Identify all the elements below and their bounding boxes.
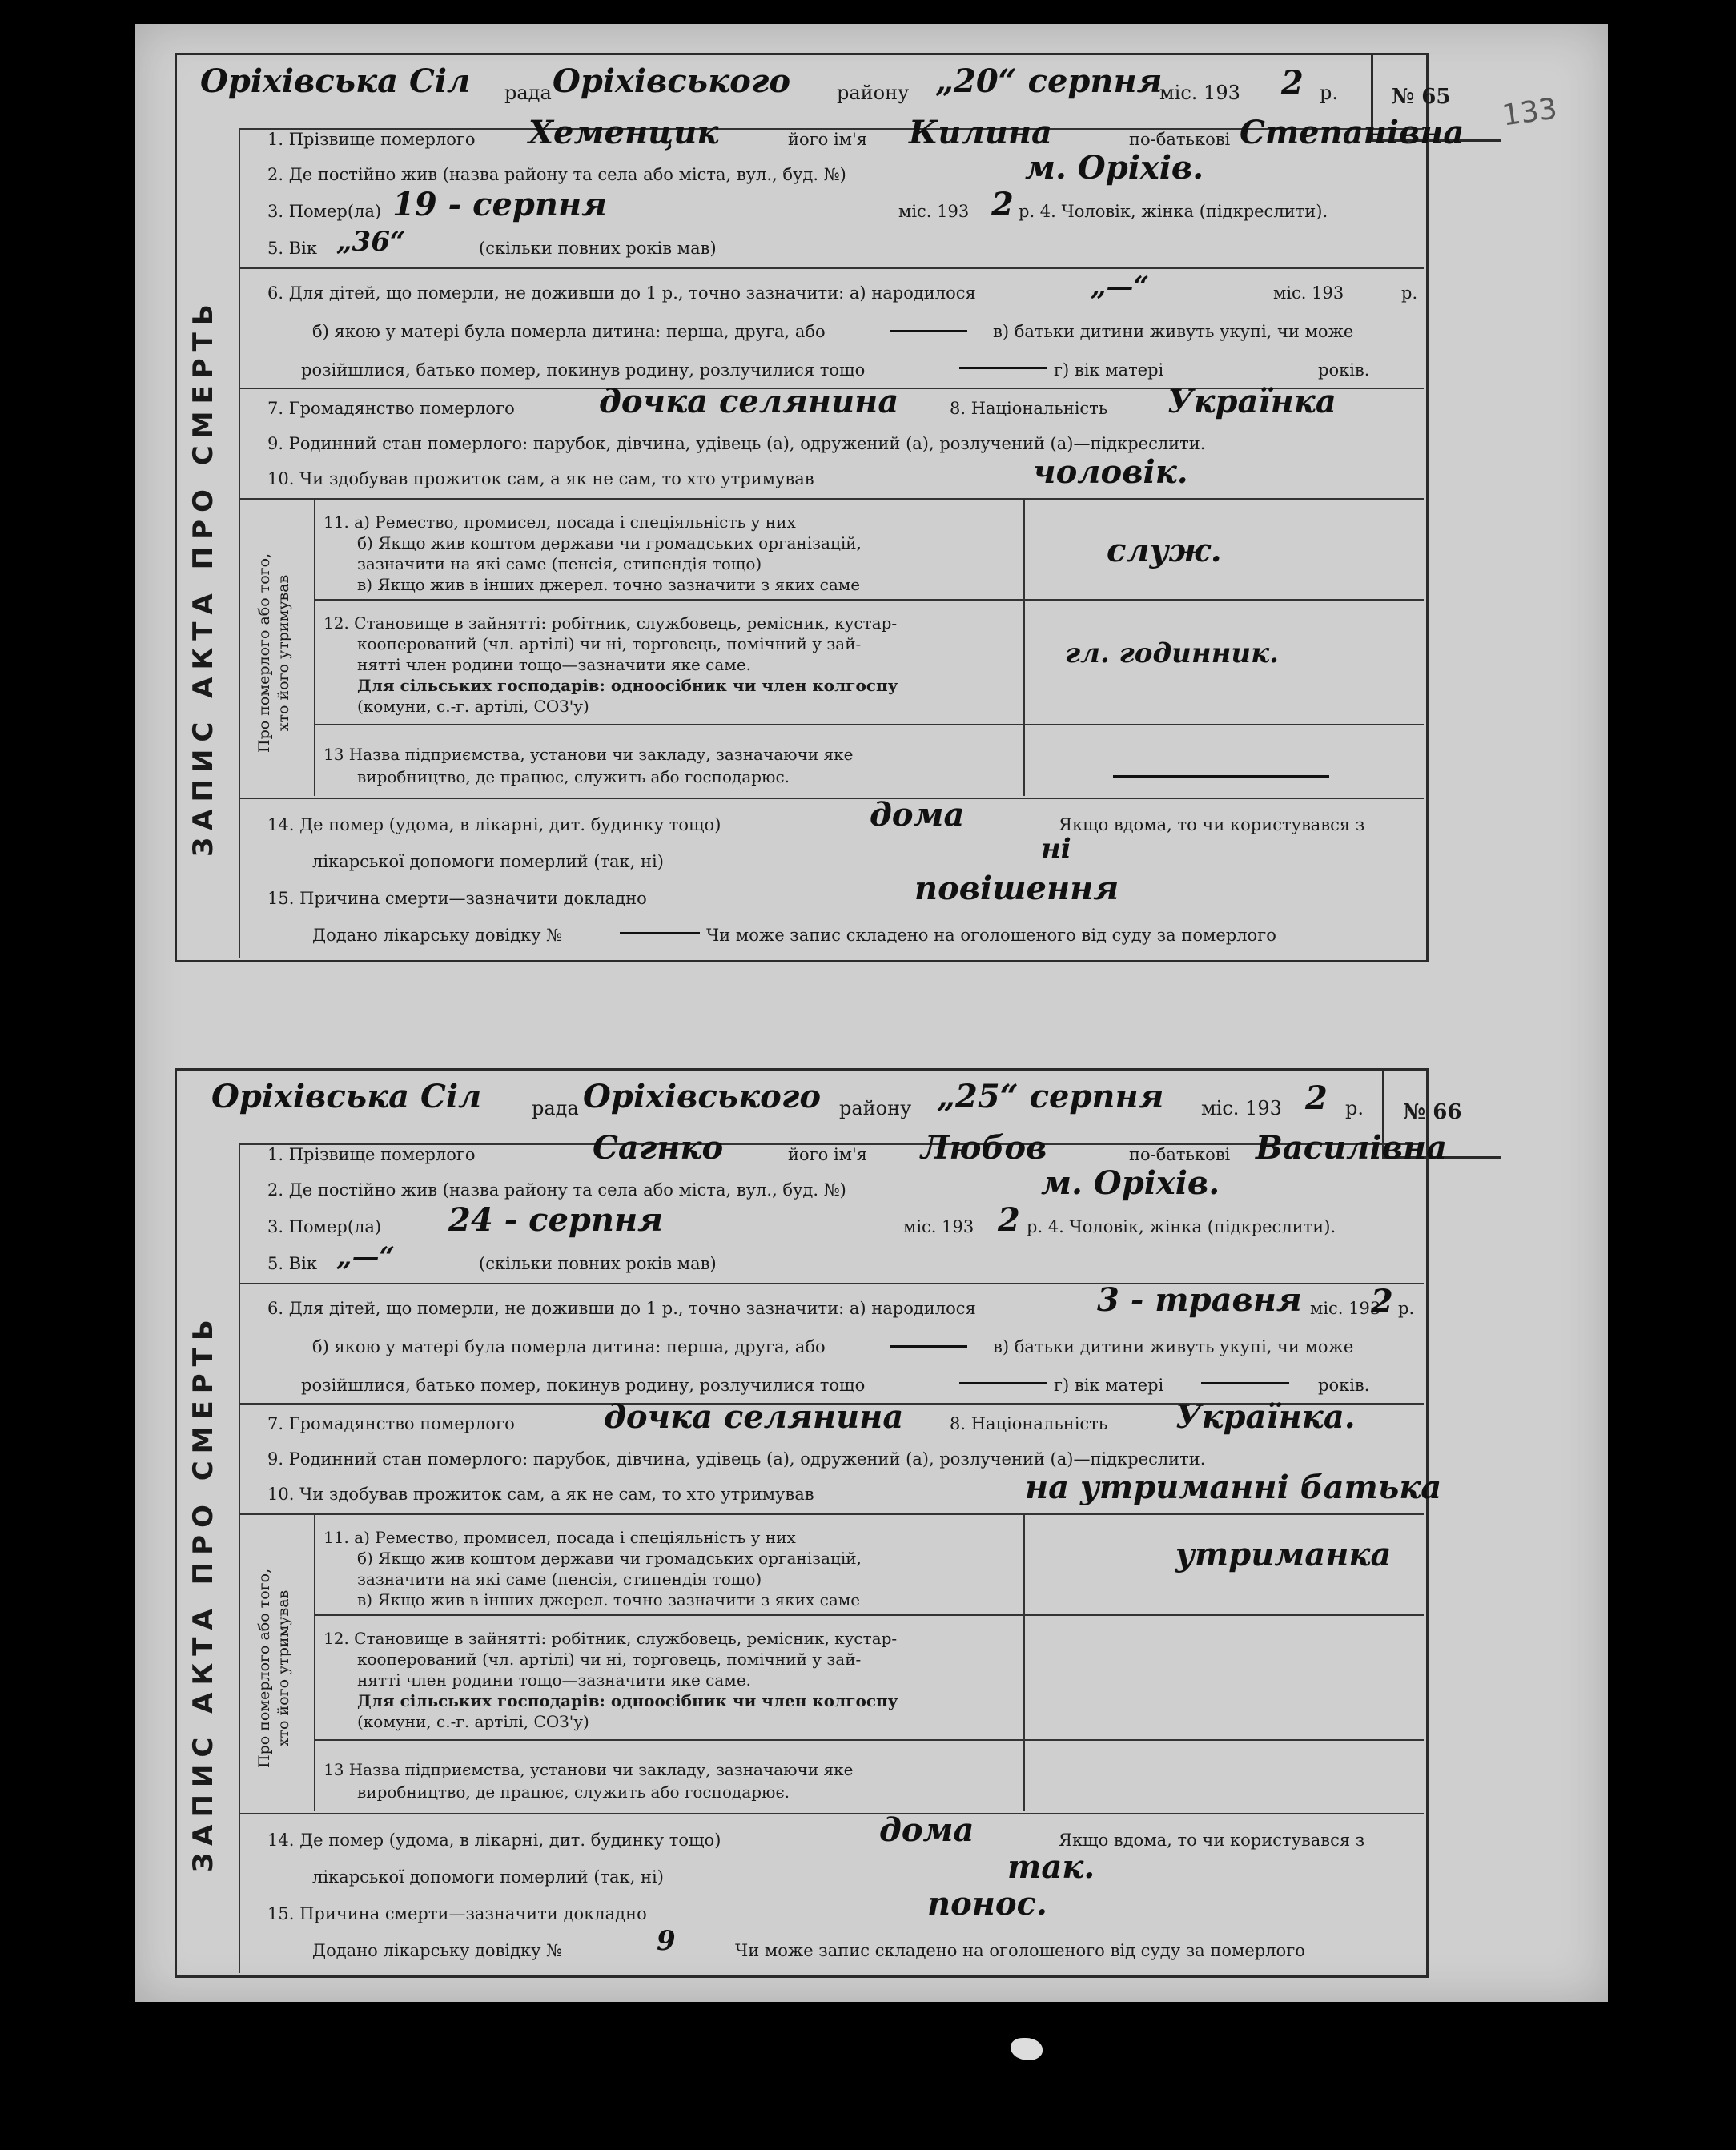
side-label-line1: Про померлого або того, — [255, 553, 273, 753]
place-of-death-handwritten: дома — [870, 796, 965, 834]
record-number: № 66 — [1403, 1100, 1462, 1124]
child-born-month-label: міс. 193 — [1273, 283, 1344, 303]
surname-handwritten: Сагнко — [593, 1129, 724, 1167]
year-suffix: р. — [1345, 1097, 1364, 1119]
side-label-line2: хто його утримував — [275, 574, 292, 732]
age-note: (скільки повних років мав) — [479, 1254, 717, 1273]
death-date-handwritten: 24 - серпня — [448, 1201, 663, 1239]
residence-label: 2. Де постійно жив (назва району та села або міста, вул., буд. №) — [267, 165, 846, 184]
surname-label: 1. Прізвище померлого — [267, 130, 476, 149]
q12-line1: 12. Становище в зайнятті: робітник, службовець, ремісник, кустар- — [323, 613, 898, 633]
q11-answer-handwritten: служ. — [1107, 532, 1222, 569]
medical-help-label-cont: лікарської допомоги померлий (так, ні) — [312, 852, 664, 871]
age-label: 5. Вік — [267, 239, 317, 258]
residence-handwritten: м. Оріхів. — [1041, 1164, 1220, 1202]
mother-age-label: г) вік матері — [1054, 1376, 1164, 1395]
age-handwritten: „36“ — [336, 226, 406, 258]
place-of-death-label: 14. Де помер (удома, в лікарні, дит. будинку тощо) — [267, 1831, 721, 1850]
medical-help-label: Якщо вдома, то чи користувався з — [1059, 815, 1365, 834]
q11-answer-handwritten: утриманка — [1175, 1536, 1392, 1573]
divider — [314, 1739, 1424, 1741]
citizenship-label: 7. Громадянство померлого — [267, 1414, 515, 1433]
death-date-handwritten: 19 - серпня — [392, 186, 607, 223]
patronymic-handwritten: Василівна — [1256, 1129, 1447, 1167]
citizenship-handwritten: дочка селянина — [599, 383, 899, 420]
patronymic-label: по-батькові — [1129, 1145, 1231, 1164]
nationality-label: 8. Національність — [950, 1414, 1108, 1433]
divider — [314, 1614, 1424, 1616]
paper-scrap — [1011, 2038, 1043, 2060]
blank-dash — [890, 1345, 967, 1348]
death-year-handwritten: 2 — [998, 1201, 1020, 1239]
parents-label: в) батьки дитини живуть укупі, чи може — [993, 1337, 1354, 1356]
medical-help-label-cont: лікарської допомоги померлий (так, ні) — [312, 1867, 664, 1887]
year-suffix: р. — [1320, 82, 1338, 104]
divider — [239, 267, 1424, 269]
cause-of-death-handwritten: повішення — [914, 870, 1119, 907]
q13-line1: 13 Назва підприємства, установи чи закладу, зазначаючи яке — [323, 745, 854, 764]
margin-page-number: 133 — [1500, 92, 1560, 133]
death-year-handwritten: 2 — [991, 186, 1014, 223]
registration-date-handwritten: „20“ серпня — [935, 62, 1163, 100]
child-born-handwritten: 3 - травня — [1097, 1281, 1302, 1319]
citizenship-label: 7. Громадянство померлого — [267, 399, 515, 418]
month-label: міс. 193 — [1201, 1097, 1282, 1119]
patronymic-label: по-батькові — [1129, 130, 1231, 149]
form-vertical-title: ЗАПИС АКТА ПРО СМЕРТЬ — [187, 297, 219, 857]
village-council-handwritten: Оріхівська Сіл — [200, 62, 471, 100]
q12-line4: Для сільських господарів: одноосібник чи член колгоспу — [357, 1691, 898, 1710]
livelihood-label: 10. Чи здобував прожиток сам, а як не сам, то хто утримував — [267, 1485, 814, 1504]
registration-date-handwritten: „25“ серпня — [937, 1078, 1164, 1115]
age-note: (скільки повних років мав) — [479, 239, 717, 258]
name-label: його ім'я — [788, 1145, 868, 1164]
died-label: 3. Помер(ла) — [267, 202, 382, 221]
medical-help-handwritten: ні — [1041, 833, 1071, 865]
parents-status-label: розійшлися, батько помер, покинув родину, розлучилися тощо — [301, 1376, 866, 1395]
blank-dash — [959, 1382, 1047, 1384]
nationality-label: 8. Національність — [950, 399, 1108, 418]
divider — [314, 724, 1424, 725]
name-handwritten: Любов — [921, 1129, 1047, 1167]
raion-label: району — [839, 1097, 912, 1119]
answer-column-divider — [1023, 498, 1025, 796]
child-born-label: 6. Для дітей, що померли, не доживши до 1 р., точно зазначити: а) народилося — [267, 283, 976, 303]
q12-line3: нятті член родини тощо—зазначити яке саме. — [357, 655, 752, 674]
form-vertical-title: ЗАПИС АКТА ПРО СМЕРТЬ — [187, 1312, 219, 1872]
livelihood-handwritten: на утриманні батька — [1025, 1469, 1442, 1506]
died-label: 3. Помер(ла) — [267, 1217, 382, 1236]
q11-line4: в) Якщо жив в інших джерел. точно зазначити з яких саме — [357, 575, 861, 594]
mother-age-label: г) вік матері — [1054, 360, 1164, 380]
q12-line2: кооперований (чл. артілі) чи ні, торговець, помічний у зай- — [357, 634, 862, 653]
years-label: років. — [1318, 1376, 1370, 1395]
cause-of-death-label: 15. Причина смерти—зазначити докладно — [267, 1904, 647, 1923]
medical-help-handwritten: так. — [1007, 1848, 1095, 1886]
village-council-handwritten: Оріхівська Сіл — [211, 1078, 482, 1115]
court-declared-label: Чи може запис складено на оголошеного від суду за померлого — [706, 926, 1276, 945]
q11-line1: 11. а) Ремество, промисел, посада і спеціяльність у них — [323, 512, 796, 532]
name-handwritten: Килина — [909, 114, 1052, 151]
side-label — [255, 553, 293, 753]
q12-answer-handwritten: гл. годинник. — [1065, 637, 1279, 669]
nationality-handwritten: Українка. — [1175, 1398, 1356, 1436]
side-label-line2: хто його утримував — [275, 1589, 292, 1747]
medical-help-label: Якщо вдома, то чи користувався з — [1059, 1831, 1365, 1850]
side-label-line1: Про померлого або того, — [255, 1568, 273, 1768]
name-label: його ім'я — [788, 130, 868, 149]
blank-dash — [959, 367, 1047, 369]
patronymic-handwritten: Степанівна — [1240, 114, 1465, 151]
child-born-label: 6. Для дітей, що померли, не доживши до 1 р., точно зазначити: а) народилося — [267, 1299, 976, 1318]
child-born-year-suffix: р. — [1401, 283, 1418, 303]
q11-line2: б) Якщо жив коштом держави чи громадських організацій, — [357, 533, 862, 553]
livelihood-handwritten: чоловік. — [1033, 453, 1188, 491]
year-digit-handwritten: 2 — [1281, 64, 1304, 102]
marital-status-label: 9. Родинний стан померлого: парубок, дівчина, удівець (а), одружений (а), розлучений (а)—підкреслити. — [267, 1449, 1206, 1469]
child-born-year-handwritten: 2 — [1371, 1283, 1393, 1320]
rada-label: рада — [532, 1097, 579, 1119]
cause-of-death-label: 15. Причина смерти—зазначити докладно — [267, 889, 647, 908]
side-label — [255, 1569, 293, 1768]
side-label-divider — [314, 498, 315, 796]
q11-line1: 11. а) Ремество, промисел, посада і спеціяльність у них — [323, 1528, 796, 1547]
child-order-label: б) якою у матері була померла дитина: перша, друга, або — [312, 322, 826, 341]
district-handwritten: Оріхівського — [583, 1078, 821, 1115]
q12-line4: Для сільських господарів: одноосібник чи член колгоспу — [357, 676, 898, 695]
blank-dash — [1201, 1382, 1289, 1384]
sex-label: р. 4. Чоловік, жінка (підкреслити). — [1019, 202, 1328, 221]
q12-line2: кооперований (чл. артілі) чи ні, торговець, помічний у зай- — [357, 1650, 862, 1669]
residence-label: 2. Де постійно жив (назва району та села або міста, вул., буд. №) — [267, 1180, 846, 1200]
sex-label: р. 4. Чоловік, жінка (підкреслити). — [1027, 1217, 1336, 1236]
marital-status-label: 9. Родинний стан померлого: парубок, дівчина, удівець (а), одружений (а), розлучений (а)—підкреслити. — [267, 434, 1206, 453]
place-of-death-handwritten: дома — [879, 1811, 974, 1849]
side-label-divider — [314, 1513, 315, 1811]
blank-dash — [890, 330, 967, 332]
year-digit-handwritten: 2 — [1305, 1079, 1328, 1117]
citizenship-handwritten: дочка селянина — [604, 1398, 904, 1436]
years-label: років. — [1318, 360, 1370, 380]
district-handwritten: Оріхівського — [553, 62, 790, 100]
livelihood-label: 10. Чи здобував прожиток сам, а як не сам, то хто утримував — [267, 469, 814, 488]
child-born-month-label: міс. 193 — [1310, 1299, 1381, 1318]
medical-certificate-label: Додано лікарську довідку № — [312, 1941, 563, 1960]
surname-label: 1. Прізвище померлого — [267, 1145, 476, 1164]
child-born-year-suffix: р. — [1398, 1299, 1415, 1318]
age-label: 5. Вік — [267, 1254, 317, 1273]
q11-line3: зазначити на які саме (пенсія, стипендія тощо) — [357, 1569, 762, 1589]
month-year-label: міс. 193 — [898, 202, 970, 221]
q13-blank-dash — [1113, 775, 1329, 778]
month-label: міс. 193 — [1159, 82, 1240, 104]
q13-line2: виробництво, де працює, служить або господарює. — [357, 1782, 790, 1802]
medical-certificate-label: Додано лікарську довідку № — [312, 926, 563, 945]
residence-handwritten: м. Оріхів. — [1025, 149, 1204, 187]
q13-line2: виробництво, де працює, служить або господарює. — [357, 767, 790, 786]
record-number: № 65 — [1392, 85, 1451, 109]
court-declared-label: Чи може запис складено на оголошеного від суду за померлого — [735, 1941, 1305, 1960]
q12-line3: нятті член родини тощо—зазначити яке саме. — [357, 1670, 752, 1690]
q12-line5: (комуни, с.-г. артілі, СОЗ'у) — [357, 1712, 589, 1731]
parents-status-label: розійшлися, батько помер, покинув родину, розлучилися тощо — [301, 360, 866, 380]
q11-line2: б) Якщо жив коштом держави чи громадських організацій, — [357, 1549, 862, 1568]
q11-line3: зазначити на які саме (пенсія, стипендія тощо) — [357, 554, 762, 573]
month-year-label: міс. 193 — [903, 1217, 974, 1236]
rada-label: рада — [504, 82, 552, 104]
q11-line4: в) Якщо жив в інших джерел. точно зазначити з яких саме — [357, 1590, 861, 1609]
cause-of-death-handwritten: понос. — [927, 1885, 1047, 1923]
surname-handwritten: Хеменцик — [528, 114, 719, 151]
nationality-handwritten: Українка — [1167, 383, 1336, 420]
place-of-death-label: 14. Де помер (удома, в лікарні, дит. будинку тощо) — [267, 815, 721, 834]
q12-line5: (комуни, с.-г. артілі, СОЗ'у) — [357, 697, 589, 716]
blank-dash — [620, 932, 700, 934]
answer-column-divider — [1023, 1513, 1025, 1811]
q13-line1: 13 Назва підприємства, установи чи закладу, зазначаючи яке — [323, 1760, 854, 1779]
divider — [314, 599, 1424, 601]
medical-certificate-number-handwritten: 9 — [657, 1925, 676, 1957]
child-born-handwritten: „—“ — [1091, 271, 1150, 303]
parents-label: в) батьки дитини живуть укупі, чи може — [993, 322, 1354, 341]
child-order-label: б) якою у матері була померла дитина: перша, друга, або — [312, 1337, 826, 1356]
age-handwritten: „—“ — [336, 1241, 396, 1273]
raion-label: району — [837, 82, 910, 104]
q12-line1: 12. Становище в зайнятті: робітник, службовець, ремісник, кустар- — [323, 1629, 898, 1648]
